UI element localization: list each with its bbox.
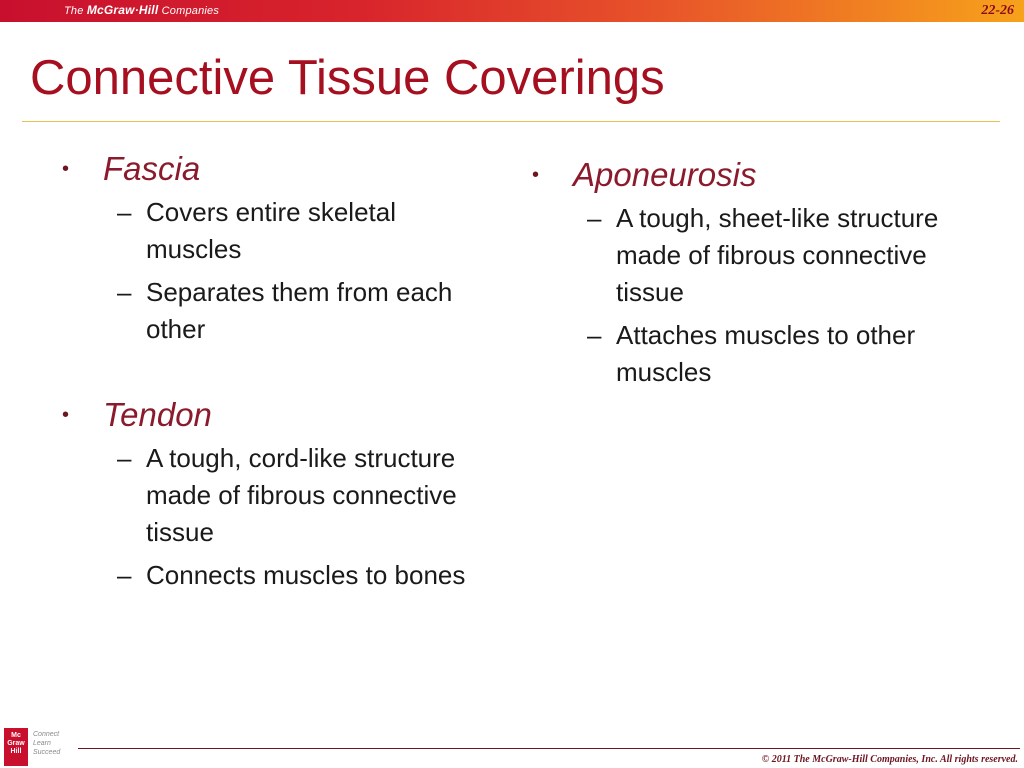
sub-point-text: A tough, sheet-like structure made of fibrous connective tissue (616, 202, 939, 307)
sub-point-text: Connects muscles to bones (146, 559, 466, 590)
sub-point-text: A tough, cord-like structure made of fibrous connective tissue (146, 442, 457, 547)
tagline-line: Learn (33, 740, 51, 747)
sub-point (532, 317, 962, 391)
brand-prefix: The (64, 5, 84, 17)
right-column (532, 156, 962, 397)
dash-icon: – (117, 196, 132, 227)
dash-icon: – (117, 276, 132, 307)
tagline-line: Succeed (33, 749, 61, 756)
term-label: Fascia (103, 150, 201, 187)
bullet-icon: • (62, 403, 70, 426)
left-column (62, 150, 492, 600)
brand-name: McGraw·Hill (86, 3, 159, 17)
sub-point (62, 557, 492, 594)
sub-point (62, 440, 492, 551)
publisher-banner (0, 0, 1024, 22)
dash-icon: – (117, 442, 132, 473)
mcgraw-hill-logo: Mc Graw Hill (4, 728, 28, 766)
dash-icon: – (587, 202, 602, 233)
spacer (62, 354, 492, 396)
copyright-notice: © 2011 The McGraw-Hill Companies, Inc. All rights reserved. (761, 754, 1018, 765)
logo-tagline (33, 730, 60, 757)
tendon-points (62, 440, 492, 594)
sub-point (62, 274, 492, 348)
term-tendon (62, 396, 492, 434)
title-divider (22, 121, 1000, 122)
bullet-icon: • (532, 164, 540, 186)
publisher-brand (64, 3, 219, 17)
bullet-icon: • (62, 158, 70, 180)
term-fascia (62, 150, 492, 188)
sub-point-text: Covers entire skeletal muscles (146, 196, 396, 264)
sub-point (532, 200, 962, 311)
aponeurosis-points (532, 200, 962, 391)
slide-title: Connective Tissue Coverings (30, 51, 665, 105)
brand-suffix: Companies (161, 5, 220, 17)
fascia-points (62, 194, 492, 348)
dash-icon: – (587, 319, 602, 350)
term-aponeurosis (532, 156, 962, 194)
tagline-line: Connect (33, 731, 60, 738)
term-label: Aponeurosis (573, 156, 757, 193)
dash-icon: – (117, 559, 132, 590)
footer-divider (78, 748, 1020, 749)
sub-point-text: Separates them from each other (146, 276, 453, 344)
sub-point (62, 194, 492, 268)
sub-point-text: Attaches muscles to other muscles (616, 319, 916, 387)
slide-number: 22-26 (981, 3, 1014, 18)
term-label: Tendon (103, 395, 212, 433)
